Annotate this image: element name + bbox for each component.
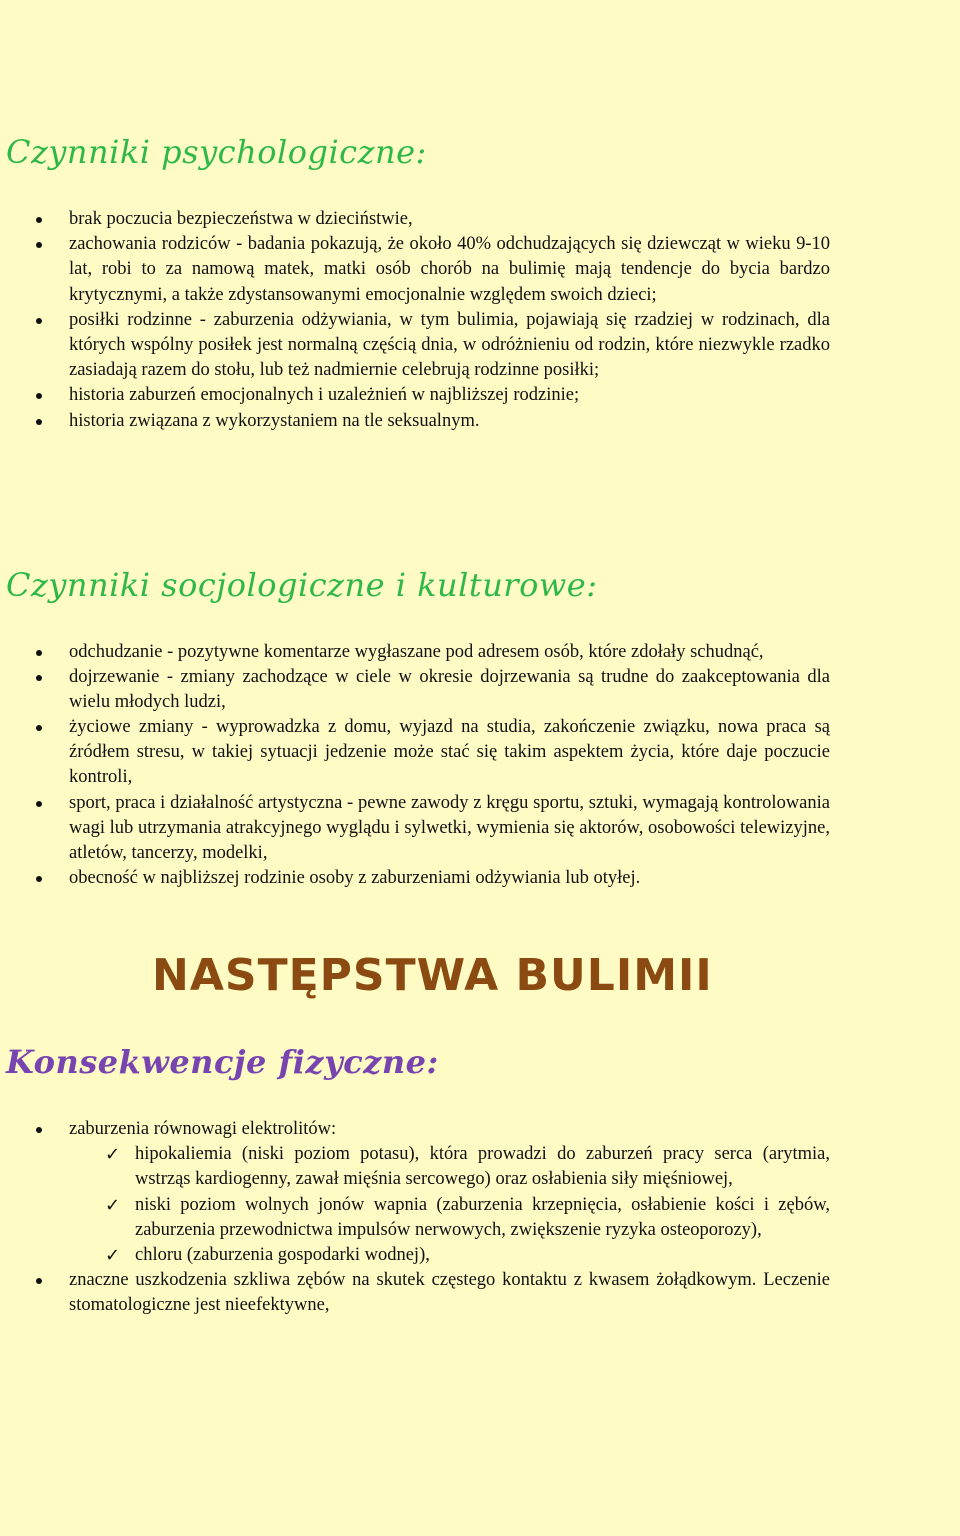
section-heading-sociological: Czynniki socjologiczne i kulturowe: (6, 566, 598, 604)
psychological-factors-list (0, 207, 830, 434)
section-title-consequences: NASTĘPSTWA BULIMII (152, 950, 713, 1001)
list-item: brak poczucia bezpieczeństwa w dzieciństwie, (0, 207, 830, 232)
check-item-text: chloru (zaburzenia gospodarki wodnej), (135, 1245, 430, 1266)
electrolyte-sublist (69, 1142, 830, 1268)
list-item (0, 1117, 830, 1268)
checkmark-icon: ✓ (105, 1144, 121, 1166)
checkmark-icon: ✓ (105, 1245, 121, 1267)
check-item (69, 1193, 830, 1243)
list-item: posiłki rodzinne - zaburzenia odżywiania, w tym bulimia, pojawiają się rzadziej w rodzinach, dla których wspólny posiłek jest normalną częścią dnia, w odróżnieniu od rodzin, które niezwykle rzadko zasiadają razem do stołu, lub też nadmiernie celebrują rodzinne posiłki; (0, 308, 830, 384)
check-item-text: hipokaliemia (niski poziom potasu), która prowadzi do zaburzeń pracy serca (arytmia, wstrząs kardiogenny, zawał mięśnia sercowego) oraz osłabienia siły mięśniowej, (135, 1144, 830, 1190)
list-item: dojrzewanie - zmiany zachodzące w ciele w okresie dojrzewania są trudne do zaakceptowania dla wielu młodych ludzi, (0, 665, 830, 715)
list-item: życiowe zmiany - wyprowadzka z domu, wyjazd na studia, zakończenie związku, nowa praca są źródłem stresu, w takiej sytuacji jedzenie może stać się takim aspektem życia, które daje poczucie kontroli, (0, 715, 830, 790)
section-heading-psychological: Czynniki psychologiczne: (6, 133, 427, 171)
checkmark-icon: ✓ (105, 1194, 121, 1216)
list-item: historia zaburzeń emocjonalnych i uzależnień w najbliższej rodzinie; (0, 383, 830, 408)
list-item: zachowania rodziców - badania pokazują, że około 40% odchudzających się dziewcząt w wieku 9-10 lat, robi to za namową matek, matki osób chorób na bulimię mają tendencje do bycia bardzo krytycznymi, a także zdystansowanymi emocjonalnie względem swoich dzieci; (0, 232, 830, 308)
list-item: obecność w najbliższej rodzinie osoby z zaburzeniami odżywiania lub otyłej. (0, 866, 830, 891)
list-item-label: zaburzenia równowagi elektrolitów: (69, 1119, 337, 1139)
list-item: historia związana z wykorzystaniem na tle seksualnym. (0, 409, 830, 434)
list-item: znaczne uszkodzenia szkliwa zębów na skutek częstego kontaktu z kwasem żołądkowym. Leczenie stomatologiczne jest nieefektywne, (0, 1268, 830, 1318)
list-item: odchudzanie - pozytywne komentarze wygłaszane pod adresem osób, które zdołały schudnąć, (0, 640, 830, 665)
sociological-factors-list (0, 640, 830, 891)
physical-consequences-list (0, 1117, 830, 1319)
section-heading-physical: Konsekwencje fizyczne: (6, 1043, 439, 1081)
list-item: sport, praca i działalność artystyczna - pewne zawody z kręgu sportu, sztuki, wymagają kontrolowania wagi lub utrzymania atrakcyjnego wyglądu i sylwetki, wymienia się aktorów, osobowości telewizyjne, atletów, tancerzy, modelki, (0, 791, 830, 866)
check-item-text: niski poziom wolnych jonów wapnia (zaburzenia krzepnięcia, osłabienie kości i zębów, zaburzenia przewodnictwa impulsów nerwowych, zwiększenie ryzyka osteoporozy), (135, 1194, 830, 1240)
check-item (69, 1142, 830, 1192)
check-item (69, 1243, 830, 1268)
